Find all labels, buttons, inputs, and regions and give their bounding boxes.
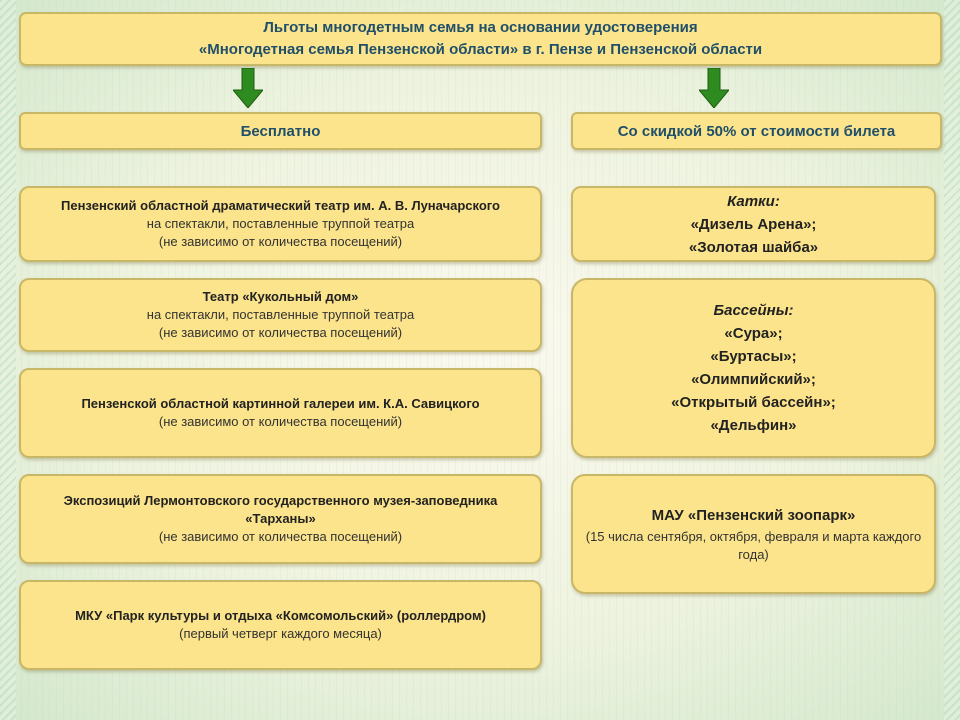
item-note: (не зависимо от количества посещений) (158, 529, 403, 544)
item-note: (не зависимо от количества посещений) (158, 414, 403, 429)
down-arrow-icon (699, 68, 729, 108)
zoo-title: МАУ «Пензенский зоопарк» (651, 507, 856, 524)
item-title: Пензенской областной картинной галереи им. К.А. Савицкого (81, 396, 480, 411)
background-frame-right (944, 0, 960, 720)
category-free (19, 112, 542, 150)
item-title: МКУ «Парк культуры и отдыха «Комсомольский» (роллердром) (75, 608, 486, 623)
rink-name: «Дизель Арена»; (690, 215, 817, 233)
pool-name: «Дельфин» (710, 417, 797, 434)
item-title: Театр «Кукольный дом» (202, 289, 359, 304)
header-line-2: «Многодетная семья Пензенской области» в г. Пензе и Пензенской области (198, 41, 763, 58)
rink-name: «Золотая шайба» (688, 238, 819, 256)
item-note: (не зависимо от количества посещений) (158, 234, 403, 249)
category-discount (571, 112, 942, 150)
rinks-heading: Катки: (727, 192, 780, 210)
category-discount-label: Со скидкой 50% от стоимости билета (617, 122, 896, 140)
pool-name: «Олимпийский»; (691, 371, 816, 388)
diagram-header (19, 12, 942, 66)
free-item-art-gallery (19, 368, 542, 458)
free-item-drama-theatre (19, 186, 542, 262)
category-free-label: Бесплатно (240, 122, 321, 140)
pool-name: «Открытый бассейн»; (671, 394, 836, 411)
background-frame-left (0, 0, 16, 720)
zoo-note: (15 числа сентября, октября, февраля и марта каждого года) (585, 529, 922, 562)
item-title: Экспозиций Лермонтовского государственного музея-заповедника (63, 493, 498, 508)
item-title: Пензенский областной драматический театр им. А. В. Луначарского (61, 198, 500, 213)
item-note: на спектакли, поставленные труппой театра (146, 307, 415, 322)
down-arrow-icon (233, 68, 263, 108)
pool-name: «Буртасы»; (710, 348, 797, 365)
discount-item-pools (571, 278, 936, 458)
header-line-1: Льготы многодетным семья на основании удостоверения (263, 19, 698, 36)
discount-item-rinks (571, 186, 936, 262)
item-title: «Тарханы» (245, 511, 316, 526)
item-note: (не зависимо от количества посещений) (158, 325, 403, 340)
discount-item-zoo (571, 474, 936, 594)
free-item-puppet-theatre (19, 278, 542, 352)
pools-heading: Бассейны: (713, 302, 794, 319)
item-note: на спектакли, поставленные труппой театра (146, 216, 415, 231)
item-note: (первый четверг каждого месяца) (179, 626, 382, 641)
free-item-tarkhany-museum (19, 474, 542, 564)
free-item-komsomolsky-park (19, 580, 542, 670)
pool-name: «Сура»; (724, 325, 783, 342)
